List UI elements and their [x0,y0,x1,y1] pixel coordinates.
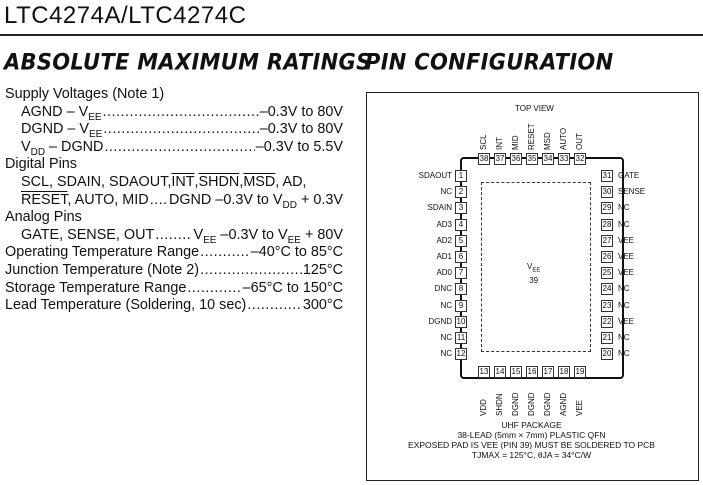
header-rule [0,34,703,36]
pin-box-4: 4 [455,219,467,231]
pin-label-3: SDAIN [427,203,452,213]
pin-label-24: NC [618,284,630,294]
pin-box-12: 12 [456,349,466,359]
pin-box-2: 2 [455,186,467,198]
pin-box-17: 17 [543,367,553,376]
pin-label-26: VEE [618,252,635,261]
pin-label-32: OUT [575,133,584,150]
pin-box-35: 35 [527,154,537,163]
pin-box-32: 32 [575,154,585,163]
pin-label-17: DGND [543,392,552,416]
pin-box-16: 16 [527,367,537,376]
pin-box-11: 11 [456,333,466,342]
pin-box-34: 34 [543,154,553,163]
pin-box-9: 9 [455,300,467,312]
pin-label-5: AD2 [436,235,452,245]
pin-label-27: VEE [618,235,635,245]
top-view-label: TOP VIEW [515,104,554,113]
pin-label-33: AUTO [559,127,568,150]
pin-label-20: NC [618,349,630,359]
pin-label-29: NC [618,203,630,213]
pin-box-8: 8 [455,283,467,295]
pin-label-35: RESET [527,123,536,150]
pin-box-30: 30 [602,187,612,197]
rating-storage-temp: Storage Temperature Range ..... –65°C to 150°C [5,280,343,298]
package-note [366,420,697,460]
pin-box-26: 26 [602,252,612,261]
pin-box-19: 19 [575,367,585,376]
pin-label-23: NC [618,300,630,310]
pin-box-3: 3 [455,202,467,214]
pin-box-15: 15 [511,367,521,376]
pin-box-20: 20 [602,349,612,359]
amr-heading: ABSOLUTE MAXIMUM RATINGS [4,49,372,75]
pin-label-8: DNC [434,284,452,294]
pin-label-15: DGND [511,392,520,416]
pin-box-18: 18 [559,367,569,376]
package-note-line4: TJMAX = 125°C, θJA = 34°C/W [471,450,592,460]
rating-digital-line1: SCL, SDAIN, SDAOUT, $\overline{INT}$ , SHDN , $\overline{MSD}$ , AD, [21,173,307,190]
pin-label-2: NC [440,187,452,197]
rating-agnd: AGND – $V_{EE}$ ..... –0.3V to 80V [5,104,343,122]
pin-box-14: 14 [495,367,505,376]
pin-label-21: NC [618,333,630,342]
pin-box-33: 33 [559,154,569,163]
pin-box-37: 37 [495,154,505,163]
pin-box-27: 27 [602,235,612,245]
rating-analog: GATE, SENSE, OUT ..... $V_{EE}$ –0.3V to $V_{EE} + 80V$ [5,227,343,245]
rating-operating-temp: Operating Temperature Range ..... –40°C to 85°C [5,244,343,262]
pin-label-10: DGND [428,316,452,326]
pin-label-16: DGND [527,392,536,416]
pin-box-5: 5 [455,235,467,247]
pin-label-11: NC [440,333,452,342]
pin-box-10: 10 [456,316,466,326]
pin-label-7: AD0 [436,268,452,278]
pin-box-13: 13 [479,367,489,376]
pin-box-6: 6 [455,251,467,263]
pin-config-heading: PIN CONFIGURATION [365,49,614,75]
pin-box-7: 7 [455,267,467,279]
document-title: LTC4274A/LTC4274C [4,2,247,29]
pin-label-38: SCL [479,134,488,150]
package-note-line2: 38-LEAD (5mm × 7mm) PLASTIC QFN [457,430,606,440]
pin-box-1: 1 [455,170,467,182]
pin-label-4: AD3 [436,219,452,229]
pin-label-30: SENSE [618,187,646,197]
rating-digital-line2: RESET, AUTO, MID ..... DGND –0.3V to $V_{DD} + 0.3V$ [5,192,343,210]
pin-box-28: 28 [602,219,612,229]
pin-box-38: 38 [479,154,489,163]
pin-label-22: VEE [618,316,635,326]
pin-label-28: NC [618,219,630,229]
pin-label-13: VDD [479,399,488,416]
pin-label-18: AGND [559,392,568,416]
pin-label-9: NC [440,300,452,310]
pin-label-34: MSD [543,132,552,150]
pin-label-37: INT [495,137,504,150]
package-note-line1: UHF PACKAGE [501,420,562,430]
pin-box-31: 31 [602,171,612,180]
pin-label-6: AD1 [436,252,452,261]
pin-box-29: 29 [602,203,612,213]
pin-box-36: 36 [511,154,521,163]
rating-junction-temp: Junction Temperature (Note 2) ..... 125°C [5,262,343,280]
rating-supply-header: Supply Voltages (Note 1) [5,86,165,102]
rating-digital-header: Digital Pins [5,156,77,173]
package-note-line3: EXPOSED PAD IS VEE (PIN 39) MUST BE SOLDERED TO PCB [408,440,655,450]
rating-analog-header: Analog Pins [5,209,82,226]
pin-box-22: 22 [602,316,612,326]
pin-label-1: SDAOUT [418,171,452,180]
pin-box-21: 21 [602,333,612,342]
pin-label-19: VEE [575,399,584,416]
pin-label-14: SHDN [495,393,504,416]
pin-label-12: NC [440,349,452,359]
pin-box-25: 25 [602,268,612,278]
rating-vdd: $V_{DD}$ – DGND ..... –0.3V to 5.5V [5,139,343,157]
pin-label-36: MID [511,135,520,150]
pin-label-25: VEE [618,268,635,278]
pin-label-31: GATE [618,171,640,180]
exposed-pad-label: $V_{EE}$ 39 [527,262,541,285]
rating-lead-temp: Lead Temperature (Soldering, 10 sec) ..... 300°C [5,297,343,315]
ratings-list [5,86,343,315]
pin-box-24: 24 [602,284,612,294]
rating-dgnd: DGND – $V_{EE}$ ..... –0.3V to 80V [5,121,343,139]
pin-box-23: 23 [602,300,612,310]
